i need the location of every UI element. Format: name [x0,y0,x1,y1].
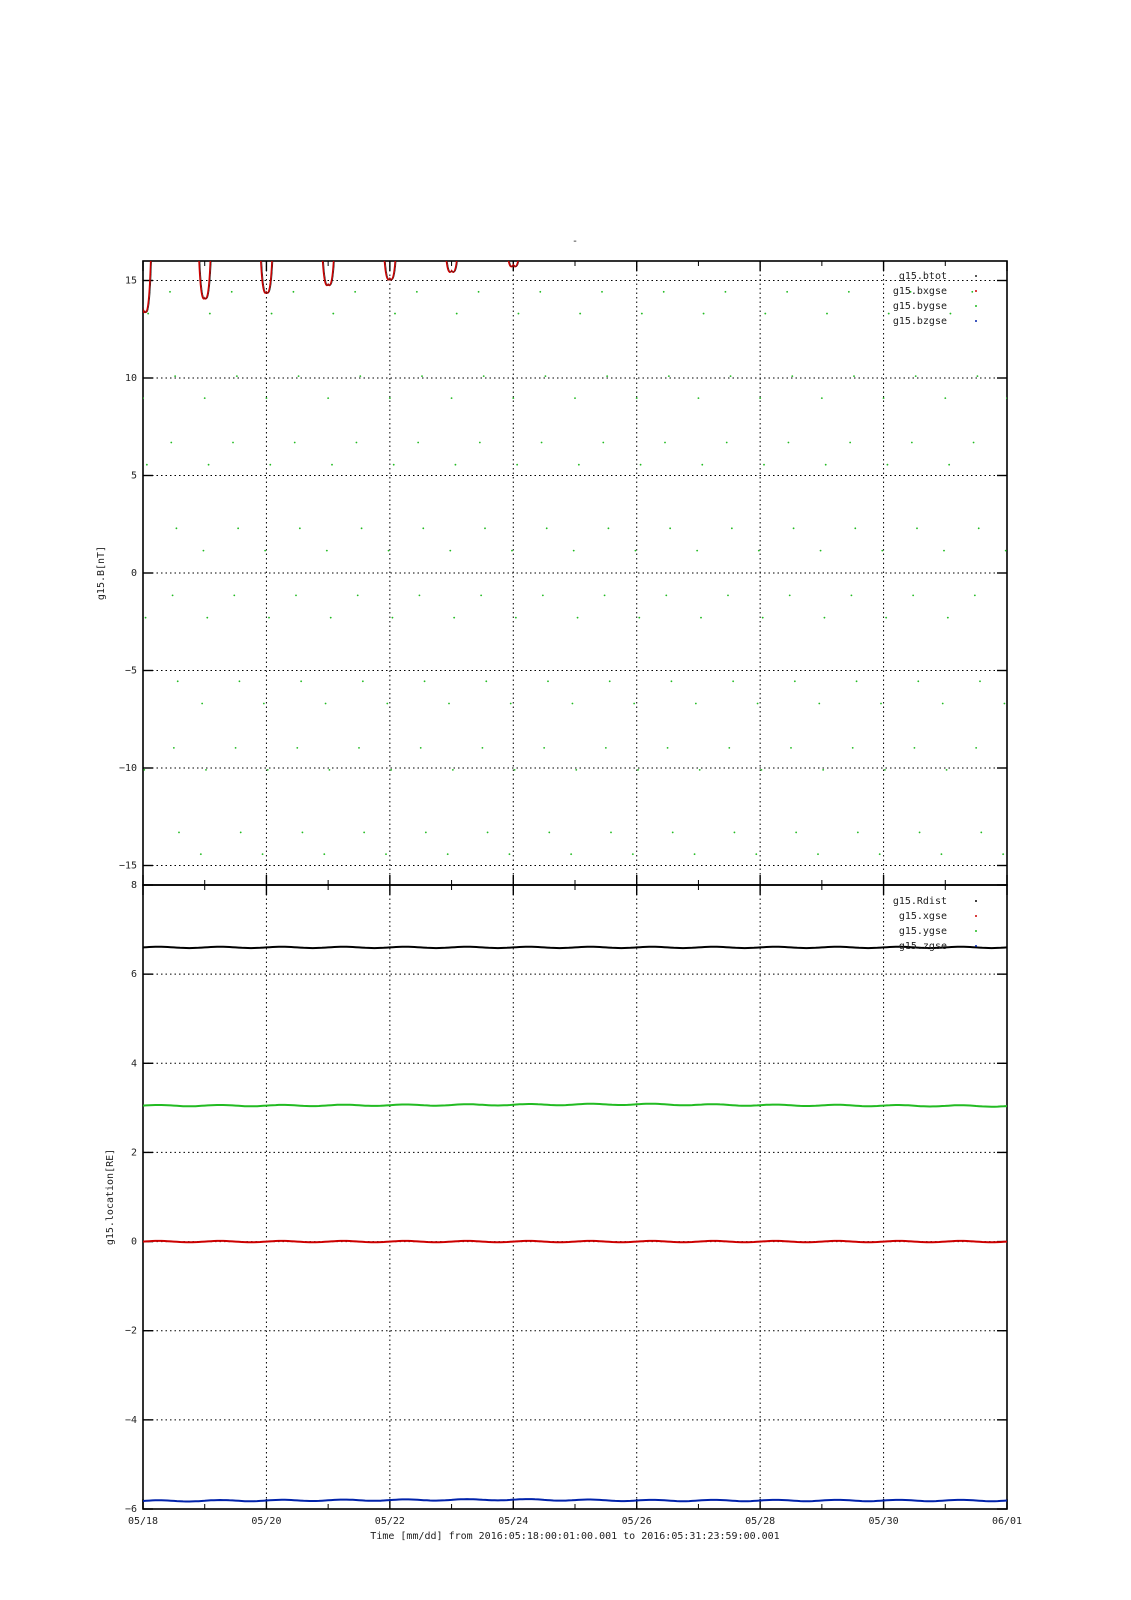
data-point-bygse [915,375,917,377]
data-point-bygse [857,832,859,834]
data-point-bygse [487,832,489,834]
data-point-bygse [572,703,574,705]
plot-frame [143,885,1007,1509]
data-point-bygse [143,769,145,771]
data-point-bygse [485,680,487,682]
data-point-bygse [232,442,234,444]
data-point-bygse [946,769,948,771]
data-point-bygse [266,397,268,399]
x-tick-label: 05/26 [621,1516,652,1527]
data-point-bygse [608,527,610,529]
data-point-bygse [637,769,639,771]
data-point-bygse [518,313,520,315]
legend-label: g15.bzgse [892,316,947,327]
data-point-bygse [941,853,943,855]
data-point-bygse [574,397,576,399]
data-point-bygse [919,832,921,834]
x-axis-label: Time [mm/dd] from 2016:05:18:00:01:00.001 to 2016:05:31:23:59:00.001 [370,1531,780,1542]
data-point-bygse [825,464,827,466]
data-point-bygse [728,747,730,749]
data-point-bygse [295,594,297,596]
data-point-bygse [478,291,480,293]
data-point-bygse [421,375,423,377]
data-point-bygse [790,747,792,749]
data-point-bygse [794,680,796,682]
y-tick-label: −10 [118,763,137,774]
data-point-bygse [145,617,147,619]
data-point-bygse [699,769,701,771]
data-point-bygse [548,832,550,834]
data-point-bygse [575,769,577,771]
data-point-bygse [668,375,670,377]
data-point-bygse [731,527,733,529]
data-point-bygse [671,680,673,682]
data-point-bygse [267,769,269,771]
data-point-bygse [1005,550,1007,552]
data-point-bygse [363,832,365,834]
legend-label: g15.zgse [898,941,947,952]
data-point-bygse [732,680,734,682]
data-point-bygse [636,397,638,399]
data-point-bygse [542,594,544,596]
data-point-bygse [392,617,394,619]
data-point-bygse [268,617,270,619]
data-point-bygse [416,291,418,293]
line-ygse [143,1104,1007,1107]
data-point-bygse [887,464,889,466]
data-point-bygse [240,832,242,834]
y-tick-label: 8 [130,880,137,891]
data-point-bygse [665,594,667,596]
data-point-bygse [512,397,514,399]
data-point-bygse [264,550,266,552]
data-point-bygse [388,550,390,552]
data-point-bygse [950,313,952,315]
data-point-bygse [362,680,364,682]
data-point-bygse [511,550,513,552]
data-point-bygse [942,703,944,705]
legend-label: g15.ygse [898,926,947,937]
y-axis-label: g15.location[RE] [105,1148,116,1246]
y-tick-label: 2 [130,1147,137,1159]
data-point-bygse [700,617,702,619]
data-point-bygse [539,291,541,293]
data-point-bygse [977,375,979,377]
data-point-bygse [361,527,363,529]
data-point-bygse [980,832,982,834]
data-point-bygse [757,703,759,705]
data-point-bygse [973,442,975,444]
data-point-bygse [888,313,890,315]
data-point-bygse [233,594,235,596]
data-point-bygse [515,617,517,619]
y-tick-label: −4 [124,1414,137,1426]
data-point-bygse [482,747,484,749]
data-point-bygse [848,291,850,293]
legend-label: g15.bygse [892,301,947,312]
x-tick-label: 05/22 [374,1516,405,1527]
data-point-bygse [294,442,296,444]
x-tick-label: 05/24 [498,1516,529,1527]
data-point-bygse [570,853,572,855]
data-point-bygse [791,375,793,377]
data-point-bygse [911,442,913,444]
data-point-bygse [606,375,608,377]
data-point-bygse [393,464,395,466]
data-point-bygse [516,464,518,466]
data-point-bygse [974,594,976,596]
y-tick-label: −5 [124,665,137,677]
data-point-bygse [263,703,265,705]
data-point-bygse [912,594,914,596]
data-point-bygse [605,747,607,749]
data-point-bygse [177,680,179,682]
data-point-bygse [169,291,171,293]
data-point-bygse [547,680,549,682]
figure-title: - [571,236,579,247]
data-point-bygse [456,313,458,315]
panel-location [105,880,1022,1527]
data-point-bygse [449,550,451,552]
data-point-bygse [879,853,881,855]
legend-marker [975,945,977,947]
data-point-bygse [577,617,579,619]
data-point-bygse [640,464,642,466]
data-point-bygse [856,680,858,682]
data-point-bygse [602,442,604,444]
data-point-bygse [509,853,511,855]
data-point-bygse [327,397,329,399]
legend-label: g15.btot [898,271,947,282]
data-point-bygse [174,375,176,377]
data-point-bygse [703,313,705,315]
data-point-bygse [820,550,822,552]
data-point-bygse [641,313,643,315]
data-point-bygse [884,769,886,771]
data-point-bygse [635,550,637,552]
data-point-bygse [822,769,824,771]
data-point-bygse [604,594,606,596]
data-point-bygse [176,527,178,529]
data-point-bygse [701,464,703,466]
y-tick-label: 15 [124,275,137,287]
data-point-bygse [852,747,854,749]
data-point-bygse [698,397,700,399]
data-point-bygse [209,313,211,315]
data-point-bygse [329,769,331,771]
data-point-bygse [203,550,205,552]
data-point-bygse [479,442,481,444]
data-point-bygse [236,375,238,377]
y-axis-label: g15.B[nT] [96,545,107,601]
data-point-bygse [146,464,148,466]
data-point-bygse [696,550,698,552]
data-point-bygse [300,680,302,682]
y-tick-label: 0 [130,1236,137,1248]
data-point-bygse [206,617,208,619]
data-point-bygse [788,442,790,444]
legend-marker [975,305,977,307]
data-point-bygse [231,291,233,293]
data-point-bygse [632,853,634,855]
data-point-bygse [514,769,516,771]
data-point-bygse [424,680,426,682]
data-point-bygse [302,832,304,834]
data-point-bygse [601,291,603,293]
data-point-bygse [786,291,788,293]
line-Rdist [143,947,1007,948]
data-point-bygse [917,680,919,682]
data-point-bygse [480,594,482,596]
legend-marker [975,930,977,932]
data-point-bygse [948,464,950,466]
data-point-bygse [664,442,666,444]
x-tick-label: 05/18 [127,1516,159,1527]
data-point-bygse [971,291,973,293]
data-point-bygse [293,291,295,293]
data-point-bygse [851,594,853,596]
data-point-bygse [762,617,764,619]
data-point-bygse [914,747,916,749]
data-point-bygse [452,769,454,771]
data-point-bygse [239,680,241,682]
data-point-bygse [356,442,358,444]
data-point-bygse [578,464,580,466]
legend-marker [975,320,977,322]
data-point-bygse [330,617,332,619]
data-point-bygse [271,313,273,315]
data-point-bygse [672,832,674,834]
y-tick-label: 4 [130,1058,137,1070]
data-point-bygse [979,680,981,682]
data-point-bygse [172,594,174,596]
data-point-bygse [453,617,455,619]
data-point-bygse [298,375,300,377]
data-point-bygse [854,527,856,529]
legend-marker [975,290,977,292]
data-point-bygse [663,291,665,293]
data-point-bygse [758,550,760,552]
data-point-bygse [331,464,333,466]
data-point-bygse [818,703,820,705]
data-point-bygse [269,464,271,466]
data-point-bygse [821,397,823,399]
data-point-bygse [173,747,175,749]
data-point-bygse [541,442,543,444]
data-point-bygse [201,703,203,705]
x-tick-label: 05/20 [251,1516,282,1527]
data-point-bygse [667,747,669,749]
data-point-bygse [205,769,207,771]
data-point-bygse [694,853,696,855]
legend-label: g15.xgse [898,911,947,922]
plot-area [143,947,1007,1502]
data-point-bygse [573,550,575,552]
data-point-bygse [885,617,887,619]
data-point-bygse [755,853,757,855]
data-point-bygse [883,397,885,399]
data-point-bygse [296,747,298,749]
data-point-bygse [633,703,635,705]
data-point-bygse [385,853,387,855]
data-point-bygse [638,617,640,619]
data-point-bygse [1002,853,1004,855]
data-point-bygse [734,832,736,834]
data-point-bygse [727,594,729,596]
legend-label: g15.Rdist [892,896,947,907]
data-point-bygse [510,703,512,705]
legend-label: g15.bxgse [892,286,947,297]
x-tick-label: 05/28 [745,1516,776,1527]
data-point-bygse [417,442,419,444]
data-point-bygse [759,397,761,399]
data-point-bygse [880,703,882,705]
line-zgse [143,1499,1007,1501]
plot-area [139,251,1008,855]
data-point-bygse [390,769,392,771]
data-point-bygse [208,464,210,466]
data-point-bygse [447,853,449,855]
data-point-bygse [764,313,766,315]
data-point-bygse [826,313,828,315]
y-tick-label: 0 [130,568,137,579]
data-point-bygse [947,617,949,619]
data-point-bygse [204,397,206,399]
legend-marker [975,275,977,277]
data-point-bygse [425,832,427,834]
data-point-bygse [546,527,548,529]
legend-marker [975,915,977,917]
data-point-bygse [943,550,945,552]
data-point-bygse [824,617,826,619]
data-point-bygse [332,313,334,315]
data-point-bygse [422,527,424,529]
data-point-bygse [916,527,918,529]
data-point-bygse [451,397,453,399]
data-point-bygse [420,747,422,749]
y-tick-label: 10 [124,373,137,384]
data-point-bygse [695,703,697,705]
legend-marker [975,900,977,902]
data-point-bygse [170,442,172,444]
data-point-bygse [1004,703,1006,705]
data-point-bygse [354,291,356,293]
data-point-bygse [358,747,360,749]
data-point-bygse [237,527,239,529]
data-point-bygse [394,313,396,315]
data-point-bygse [200,853,202,855]
data-point-bygse [610,832,612,834]
data-point-bygse [763,464,765,466]
data-point-bygse [419,594,421,596]
line-xgse [143,1241,1007,1242]
data-point-bygse [323,853,325,855]
panel-magnetic-field [96,251,1008,885]
data-point-bygse [235,747,237,749]
data-point-bygse [669,527,671,529]
data-point-bygse [483,375,485,377]
data-point-bygse [975,747,977,749]
data-point-bygse [325,703,327,705]
data-point-bygse [386,703,388,705]
data-point-bygse [484,527,486,529]
data-point-bygse [178,832,180,834]
data-point-bygse [299,527,301,529]
data-point-bygse [761,769,763,771]
y-tick-label: 5 [130,470,137,482]
data-point-bygse [359,375,361,377]
data-point-bygse [853,375,855,377]
data-point-bygse [944,397,946,399]
data-point-bygse [725,291,727,293]
data-point-bygse [978,527,980,529]
data-point-bygse [849,442,851,444]
data-point-bygse [326,550,328,552]
y-tick-label: −15 [118,860,137,872]
line-bxgse-dip [507,251,519,266]
data-point-bygse [609,680,611,682]
data-point-bygse [730,375,732,377]
data-point-bygse [357,594,359,596]
y-tick-label: −2 [124,1325,137,1337]
data-point-bygse [817,853,819,855]
y-tick-label: 6 [130,969,137,981]
data-point-bygse [793,527,795,529]
data-point-bygse [448,703,450,705]
data-point-bygse [262,853,264,855]
data-point-bygse [795,832,797,834]
data-point-bygse [726,442,728,444]
data-point-bygse [881,550,883,552]
data-point-bygse [455,464,457,466]
data-point-bygse [579,313,581,315]
x-tick-label: 05/30 [868,1516,899,1527]
data-point-bygse [389,397,391,399]
data-point-bygse [147,313,149,315]
data-point-bygse [545,375,547,377]
x-tick-label: 06/01 [991,1516,1023,1527]
y-tick-label: −6 [124,1504,137,1515]
data-point-bygse [789,594,791,596]
data-point-bygse [543,747,545,749]
